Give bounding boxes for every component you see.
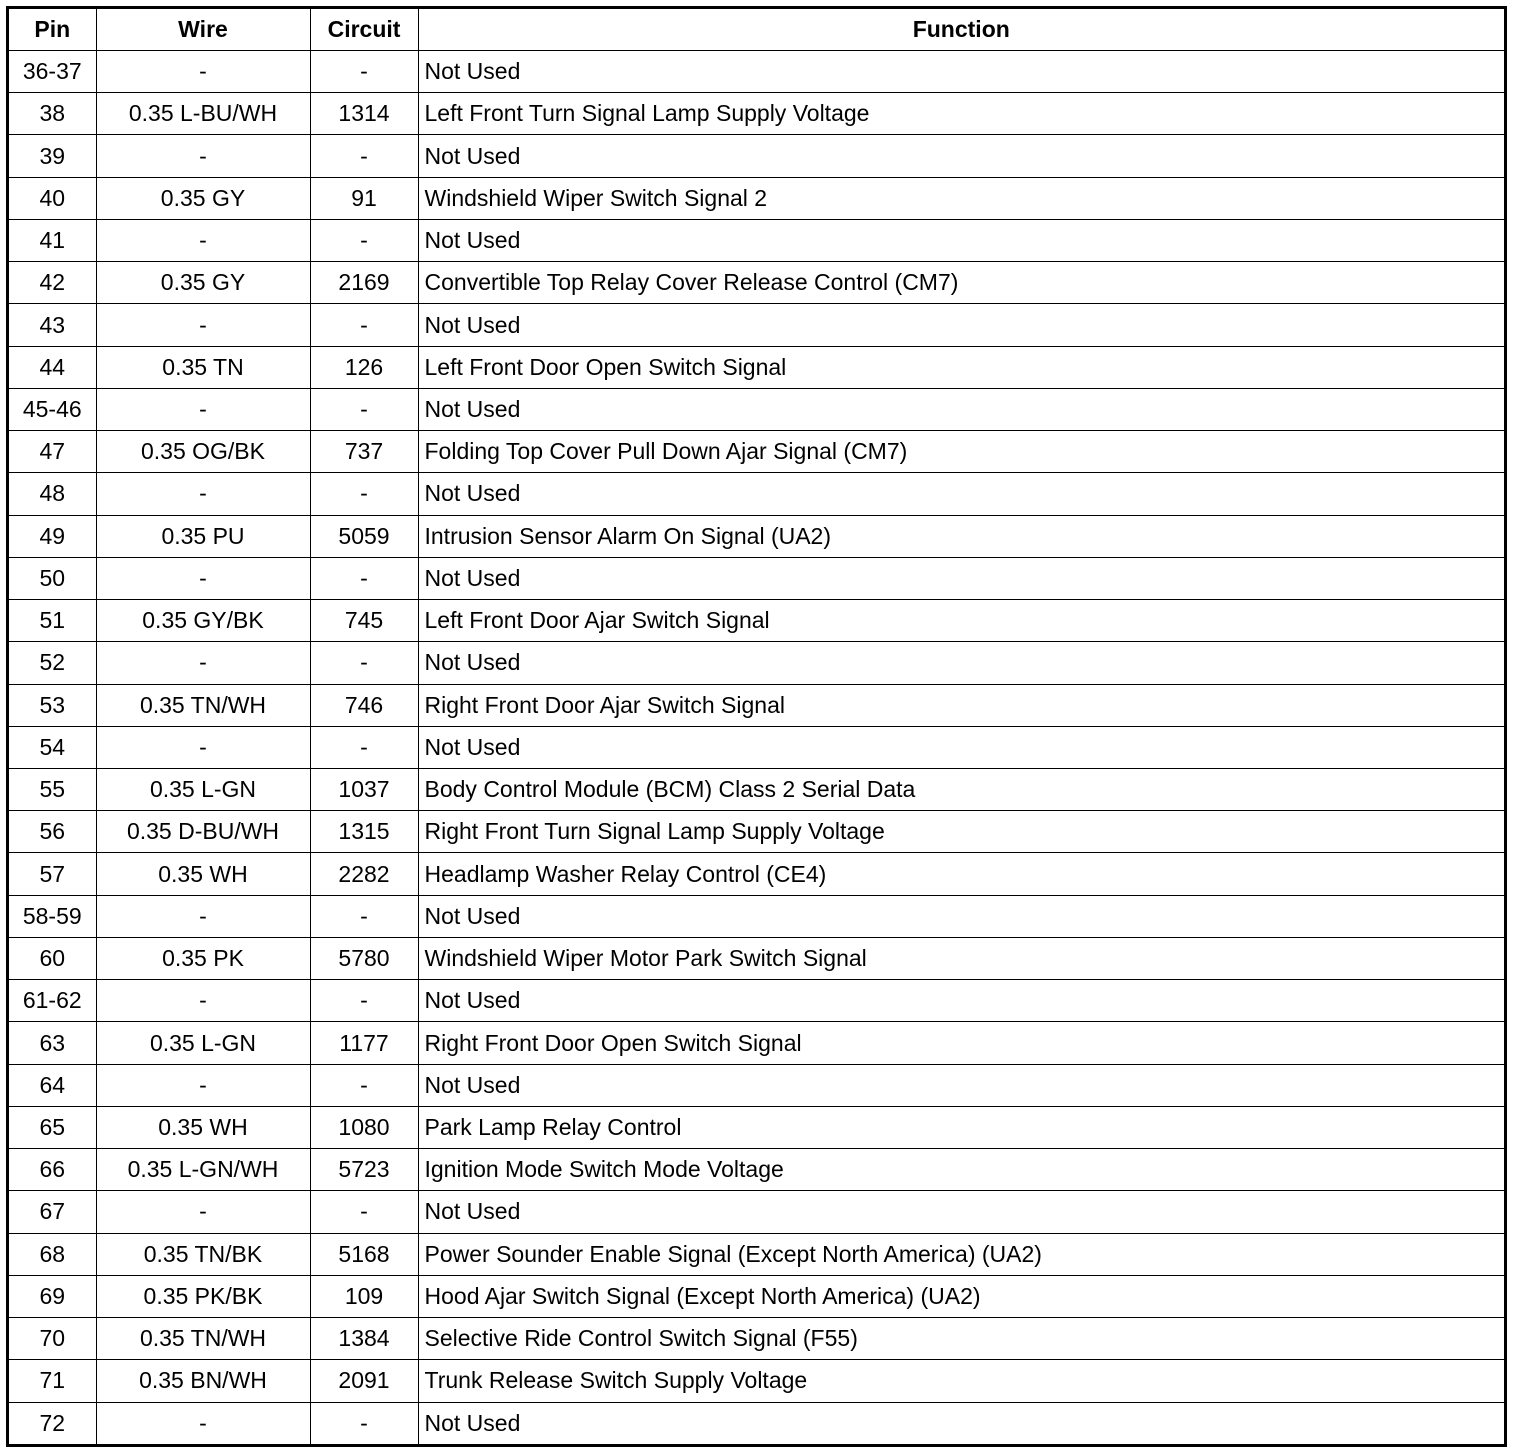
table-row bbox=[9, 1360, 1504, 1402]
pin-cell: 54 bbox=[9, 726, 96, 768]
circuit-cell: - bbox=[310, 219, 418, 261]
table-row bbox=[9, 768, 1504, 810]
table-row bbox=[9, 304, 1504, 346]
function-cell: Ignition Mode Switch Mode Voltage bbox=[418, 1149, 1504, 1191]
pin-cell: 36-37 bbox=[9, 51, 96, 93]
wire-cell: 0.35 GY/BK bbox=[96, 600, 310, 642]
pin-cell: 39 bbox=[9, 135, 96, 177]
pin-cell: 66 bbox=[9, 1149, 96, 1191]
table-row bbox=[9, 515, 1504, 557]
wire-cell: 0.35 WH bbox=[96, 853, 310, 895]
function-cell: Not Used bbox=[418, 388, 1504, 430]
circuit-cell: - bbox=[310, 473, 418, 515]
wire-cell: - bbox=[96, 51, 310, 93]
wire-cell: - bbox=[96, 642, 310, 684]
function-cell: Power Sounder Enable Signal (Except North America) (UA2) bbox=[418, 1233, 1504, 1275]
circuit-cell: 5059 bbox=[310, 515, 418, 557]
pin-cell: 42 bbox=[9, 262, 96, 304]
function-cell: Not Used bbox=[418, 473, 1504, 515]
wire-cell: 0.35 TN/WH bbox=[96, 684, 310, 726]
wire-cell: - bbox=[96, 388, 310, 430]
pin-cell: 56 bbox=[9, 811, 96, 853]
wire-cell: 0.35 GY bbox=[96, 177, 310, 219]
header-function: Function bbox=[418, 9, 1504, 51]
function-cell: Selective Ride Control Switch Signal (F55) bbox=[418, 1318, 1504, 1360]
wire-cell: 0.35 L-BU/WH bbox=[96, 93, 310, 135]
pin-cell: 45-46 bbox=[9, 388, 96, 430]
function-cell: Folding Top Cover Pull Down Ajar Signal (CM7) bbox=[418, 431, 1504, 473]
circuit-cell: - bbox=[310, 980, 418, 1022]
wire-cell: - bbox=[96, 135, 310, 177]
table-row bbox=[9, 1064, 1504, 1106]
function-cell: Right Front Turn Signal Lamp Supply Voltage bbox=[418, 811, 1504, 853]
pin-cell: 69 bbox=[9, 1275, 96, 1317]
function-cell: Left Front Door Ajar Switch Signal bbox=[418, 600, 1504, 642]
circuit-cell: 5723 bbox=[310, 1149, 418, 1191]
table-row bbox=[9, 811, 1504, 853]
function-cell: Park Lamp Relay Control bbox=[418, 1106, 1504, 1148]
function-cell: Not Used bbox=[418, 980, 1504, 1022]
table-row bbox=[9, 262, 1504, 304]
circuit-cell: 1080 bbox=[310, 1106, 418, 1148]
function-cell: Left Front Turn Signal Lamp Supply Voltage bbox=[418, 93, 1504, 135]
pin-cell: 61-62 bbox=[9, 980, 96, 1022]
pin-cell: 63 bbox=[9, 1022, 96, 1064]
table-row bbox=[9, 1106, 1504, 1148]
function-cell: Not Used bbox=[418, 1402, 1504, 1444]
table-row bbox=[9, 642, 1504, 684]
table-body bbox=[9, 51, 1504, 1445]
pin-cell: 68 bbox=[9, 1233, 96, 1275]
circuit-cell: 1177 bbox=[310, 1022, 418, 1064]
circuit-cell: - bbox=[310, 1191, 418, 1233]
function-cell: Body Control Module (BCM) Class 2 Serial Data bbox=[418, 768, 1504, 810]
pin-cell: 48 bbox=[9, 473, 96, 515]
function-cell: Not Used bbox=[418, 135, 1504, 177]
table-row bbox=[9, 895, 1504, 937]
circuit-cell: - bbox=[310, 1064, 418, 1106]
function-cell: Intrusion Sensor Alarm On Signal (UA2) bbox=[418, 515, 1504, 557]
pin-cell: 58-59 bbox=[9, 895, 96, 937]
function-cell: Windshield Wiper Switch Signal 2 bbox=[418, 177, 1504, 219]
table-row bbox=[9, 1402, 1504, 1444]
pin-cell: 38 bbox=[9, 93, 96, 135]
function-cell: Left Front Door Open Switch Signal bbox=[418, 346, 1504, 388]
wire-cell: - bbox=[96, 1402, 310, 1444]
table-row bbox=[9, 388, 1504, 430]
wire-cell: 0.35 L-GN bbox=[96, 1022, 310, 1064]
circuit-cell: 1315 bbox=[310, 811, 418, 853]
circuit-cell: 2282 bbox=[310, 853, 418, 895]
wire-cell: 0.35 D-BU/WH bbox=[96, 811, 310, 853]
table-row bbox=[9, 1191, 1504, 1233]
wire-cell: 0.35 GY bbox=[96, 262, 310, 304]
wire-cell: 0.35 PK bbox=[96, 937, 310, 979]
function-cell: Convertible Top Relay Cover Release Control (CM7) bbox=[418, 262, 1504, 304]
pin-cell: 60 bbox=[9, 937, 96, 979]
function-cell: Not Used bbox=[418, 895, 1504, 937]
wire-cell: - bbox=[96, 1064, 310, 1106]
table-row bbox=[9, 853, 1504, 895]
function-cell: Right Front Door Ajar Switch Signal bbox=[418, 684, 1504, 726]
pin-cell: 67 bbox=[9, 1191, 96, 1233]
table-row bbox=[9, 1022, 1504, 1064]
table-row bbox=[9, 473, 1504, 515]
header-circuit: Circuit bbox=[310, 9, 418, 51]
wire-cell: 0.35 PK/BK bbox=[96, 1275, 310, 1317]
table-row bbox=[9, 135, 1504, 177]
pin-cell: 41 bbox=[9, 219, 96, 261]
function-cell: Not Used bbox=[418, 304, 1504, 346]
table-row bbox=[9, 726, 1504, 768]
pin-cell: 55 bbox=[9, 768, 96, 810]
circuit-cell: 91 bbox=[310, 177, 418, 219]
function-cell: Windshield Wiper Motor Park Switch Signal bbox=[418, 937, 1504, 979]
header-wire: Wire bbox=[96, 9, 310, 51]
table-row bbox=[9, 431, 1504, 473]
table-row bbox=[9, 1318, 1504, 1360]
wire-cell: - bbox=[96, 726, 310, 768]
function-cell: Not Used bbox=[418, 726, 1504, 768]
table-row bbox=[9, 1233, 1504, 1275]
wire-cell: 0.35 TN bbox=[96, 346, 310, 388]
pin-cell: 43 bbox=[9, 304, 96, 346]
wire-cell: - bbox=[96, 473, 310, 515]
wire-cell: 0.35 OG/BK bbox=[96, 431, 310, 473]
pin-cell: 50 bbox=[9, 557, 96, 599]
wire-cell: 0.35 PU bbox=[96, 515, 310, 557]
function-cell: Not Used bbox=[418, 1064, 1504, 1106]
table-row bbox=[9, 1275, 1504, 1317]
table-row bbox=[9, 177, 1504, 219]
function-cell: Not Used bbox=[418, 1191, 1504, 1233]
table-row bbox=[9, 51, 1504, 93]
table-row bbox=[9, 684, 1504, 726]
table-row bbox=[9, 937, 1504, 979]
pin-cell: 44 bbox=[9, 346, 96, 388]
function-cell: Not Used bbox=[418, 642, 1504, 684]
function-cell: Right Front Door Open Switch Signal bbox=[418, 1022, 1504, 1064]
pin-cell: 70 bbox=[9, 1318, 96, 1360]
pin-cell: 51 bbox=[9, 600, 96, 642]
pin-cell: 49 bbox=[9, 515, 96, 557]
header-row bbox=[9, 9, 1504, 51]
circuit-cell: 1384 bbox=[310, 1318, 418, 1360]
wire-cell: - bbox=[96, 980, 310, 1022]
circuit-cell: 745 bbox=[310, 600, 418, 642]
wire-cell: 0.35 TN/WH bbox=[96, 1318, 310, 1360]
circuit-cell: 2169 bbox=[310, 262, 418, 304]
table-row bbox=[9, 600, 1504, 642]
table-row bbox=[9, 219, 1504, 261]
pinout-table bbox=[9, 9, 1504, 1444]
circuit-cell: - bbox=[310, 304, 418, 346]
wire-cell: 0.35 BN/WH bbox=[96, 1360, 310, 1402]
circuit-cell: 2091 bbox=[310, 1360, 418, 1402]
wire-cell: - bbox=[96, 895, 310, 937]
pin-cell: 71 bbox=[9, 1360, 96, 1402]
wire-cell: - bbox=[96, 304, 310, 346]
wire-cell: 0.35 TN/BK bbox=[96, 1233, 310, 1275]
pin-cell: 40 bbox=[9, 177, 96, 219]
pin-cell: 47 bbox=[9, 431, 96, 473]
circuit-cell: - bbox=[310, 726, 418, 768]
wire-cell: - bbox=[96, 1191, 310, 1233]
pin-cell: 65 bbox=[9, 1106, 96, 1148]
circuit-cell: 746 bbox=[310, 684, 418, 726]
circuit-cell: 1314 bbox=[310, 93, 418, 135]
circuit-cell: - bbox=[310, 642, 418, 684]
circuit-cell: 109 bbox=[310, 1275, 418, 1317]
table-row bbox=[9, 557, 1504, 599]
header-pin: Pin bbox=[9, 9, 96, 51]
circuit-cell: 126 bbox=[310, 346, 418, 388]
table-row bbox=[9, 1149, 1504, 1191]
pin-cell: 53 bbox=[9, 684, 96, 726]
circuit-cell: - bbox=[310, 135, 418, 177]
circuit-cell: 737 bbox=[310, 431, 418, 473]
wire-cell: 0.35 L-GN bbox=[96, 768, 310, 810]
function-cell: Trunk Release Switch Supply Voltage bbox=[418, 1360, 1504, 1402]
table-row bbox=[9, 346, 1504, 388]
wire-cell: 0.35 WH bbox=[96, 1106, 310, 1148]
wire-cell: 0.35 L-GN/WH bbox=[96, 1149, 310, 1191]
pin-cell: 72 bbox=[9, 1402, 96, 1444]
wire-cell: - bbox=[96, 557, 310, 599]
circuit-cell: 5168 bbox=[310, 1233, 418, 1275]
circuit-cell: - bbox=[310, 895, 418, 937]
pin-cell: 64 bbox=[9, 1064, 96, 1106]
table-row bbox=[9, 93, 1504, 135]
function-cell: Not Used bbox=[418, 51, 1504, 93]
circuit-cell: 1037 bbox=[310, 768, 418, 810]
function-cell: Hood Ajar Switch Signal (Except North America) (UA2) bbox=[418, 1275, 1504, 1317]
circuit-cell: 5780 bbox=[310, 937, 418, 979]
circuit-cell: - bbox=[310, 388, 418, 430]
circuit-cell: - bbox=[310, 1402, 418, 1444]
pin-cell: 57 bbox=[9, 853, 96, 895]
circuit-cell: - bbox=[310, 557, 418, 599]
function-cell: Headlamp Washer Relay Control (CE4) bbox=[418, 853, 1504, 895]
circuit-cell: - bbox=[310, 51, 418, 93]
function-cell: Not Used bbox=[418, 557, 1504, 599]
table-row bbox=[9, 980, 1504, 1022]
wire-cell: - bbox=[96, 219, 310, 261]
function-cell: Not Used bbox=[418, 219, 1504, 261]
pin-cell: 52 bbox=[9, 642, 96, 684]
connector-pinout-table bbox=[6, 6, 1507, 1447]
